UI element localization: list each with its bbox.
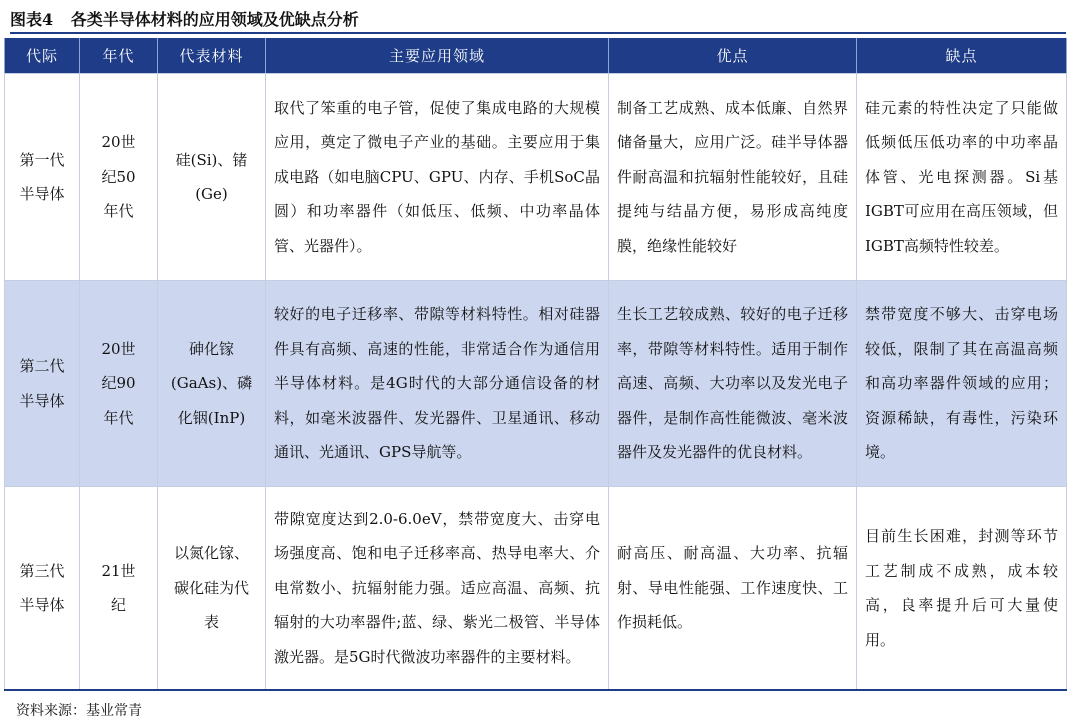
- applications-cell: 带隙宽度达到2.0-6.0eV，禁带宽度大、击穿电场强度高、饱和电子迁移率高、热导电率大、介电常数小、抗辐射能力强。适应高温、高频、抗辐射的大功率器件;蓝、绿、紫光二极管、半导体激光器。是5G时代微波功率器件的主要材料。: [266, 487, 609, 691]
- era-cell: 21世纪: [80, 487, 158, 691]
- cons-cell: 硅元素的特性决定了只能做低频低压低功率的中功率晶体管、光电探测器。Si基IGBT可应用在高压领域，但IGBT高频特性较差。: [857, 74, 1067, 281]
- header-row: [5, 38, 1067, 74]
- table-row: [5, 487, 1067, 691]
- generation-cell: 第二代半导体: [5, 281, 80, 487]
- generation-cell: 第一代半导体: [5, 74, 80, 281]
- source-note: 资料来源：基业常青: [16, 703, 142, 719]
- era-cell: 20世纪50年代: [80, 74, 158, 281]
- header-generation: 代际: [5, 38, 80, 74]
- table-row: [5, 281, 1067, 487]
- material-cell: 以氮化镓、碳化硅为代表: [158, 487, 266, 691]
- material-cell: 硅(Si)、锗(Ge): [158, 74, 266, 281]
- figure-caption: 各类半导体材料的应用领域及优缺点分析: [70, 10, 359, 29]
- cons-cell: 目前生长困难，封测等环节工艺制成不成熟，成本较高，良率提升后可大量使用。: [857, 487, 1067, 691]
- figure-title: [10, 6, 1066, 34]
- pros-cell: 制备工艺成熟、成本低廉、自然界储备量大，应用广泛。硅半导体器件耐高温和抗辐射性能较好，且硅提纯与结晶方便，易形成高纯度膜，绝缘性能较好: [609, 74, 857, 281]
- applications-cell: 取代了笨重的电子管，促使了集成电路的大规模应用，奠定了微电子产业的基础。主要应用于集成电路（如电脑CPU、GPU、内存、手机SoC晶圆）和功率器件（如低压、低频、中功率晶体管、光器件）。: [266, 74, 609, 281]
- figure-number: 图表4: [10, 10, 54, 29]
- materials-table: [4, 38, 1067, 691]
- header-era: 年代: [80, 38, 158, 74]
- applications-cell: 较好的电子迁移率、带隙等材料特性。相对硅器件具有高频、高速的性能，非常适合作为通信用半导体材料。是4G时代的大部分通信设备的材料，如毫米波器件、发光器件、卫星通讯、移动通讯、光通讯、GPS导航等。: [266, 281, 609, 487]
- era-cell: 20世纪90年代: [80, 281, 158, 487]
- cons-cell: 禁带宽度不够大、击穿电场较低，限制了其在高温高频和高功率器件领域的应用；资源稀缺，有毒性，污染环境。: [857, 281, 1067, 487]
- header-pros: 优点: [609, 38, 857, 74]
- pros-cell: 耐高压、耐高温、大功率、抗辐射、导电性能强、工作速度快、工作损耗低。: [609, 487, 857, 691]
- generation-cell: 第三代半导体: [5, 487, 80, 691]
- header-applications: 主要应用领域: [266, 38, 609, 74]
- header-material: 代表材料: [158, 38, 266, 74]
- header-cons: 缺点: [857, 38, 1067, 74]
- pros-cell: 生长工艺较成熟、较好的电子迁移率，带隙等材料特性。适用于制作高速、高频、大功率以及发光电子器件，是制作高性能微波、毫米波器件及发光器件的优良材料。: [609, 281, 857, 487]
- table-row: [5, 74, 1067, 281]
- material-cell: 砷化镓(GaAs)、磷化铟(InP): [158, 281, 266, 487]
